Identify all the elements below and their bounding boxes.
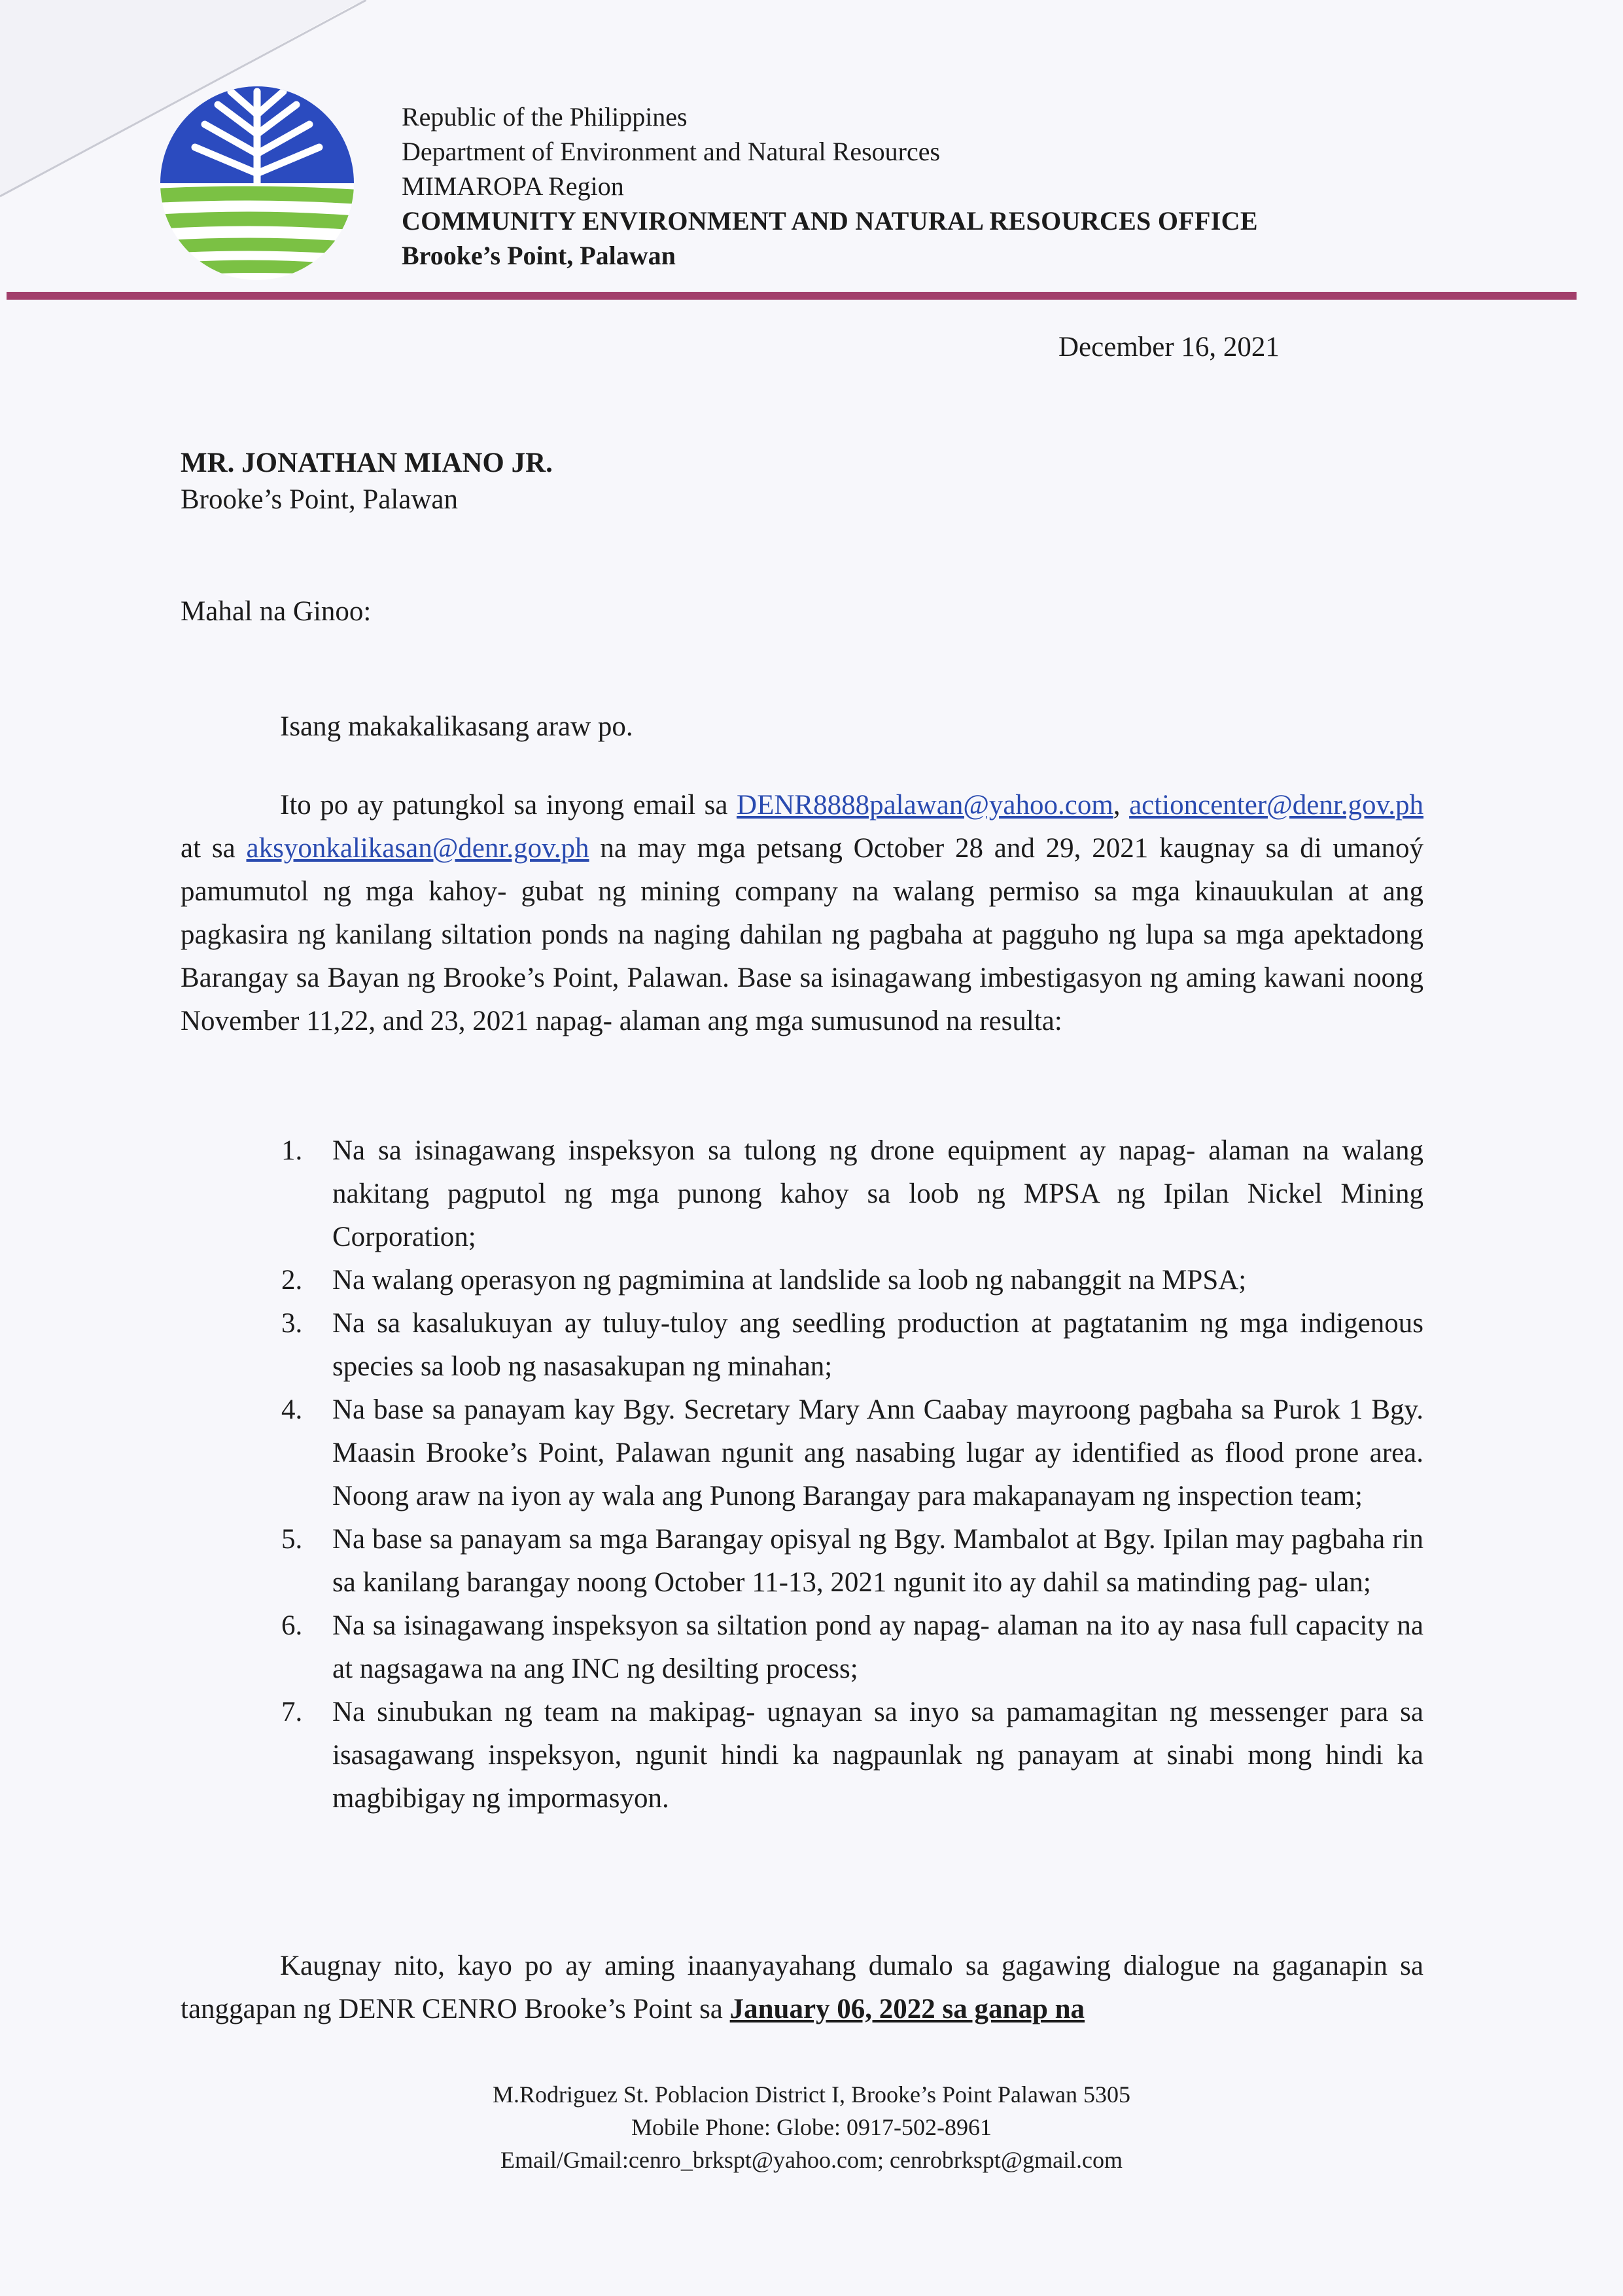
letterhead-divider	[7, 292, 1577, 300]
list-item-text: Na sa kasalukuyan ay tuluy-tuloy ang seedling production at pagtatanim ng mga indigenous species sa loob ng nasasakupan ng minahan;	[332, 1308, 1423, 1382]
list-number: 5.	[281, 1524, 303, 1555]
list-number: 6.	[281, 1610, 303, 1641]
list-item	[281, 1129, 1423, 1259]
letterhead	[402, 99, 1258, 273]
letter-footer	[0, 2078, 1623, 2176]
list-number: 7.	[281, 1697, 303, 1727]
recipient-block	[181, 445, 553, 518]
separator: at sa	[181, 833, 247, 864]
salutation: Mahal na Ginoo:	[181, 596, 372, 627]
denr-logo-icon	[156, 85, 358, 281]
letterhead-department: Department of Environment and Natural Resources	[402, 137, 941, 166]
list-item	[281, 1388, 1423, 1518]
letter-date: December 16, 2021	[1058, 332, 1280, 362]
list-item	[281, 1604, 1423, 1691]
list-number: 1.	[281, 1135, 303, 1166]
footer-email: Email/Gmail:cenro_brkspt@yahoo.com; cenrobrkspt@gmail.com	[500, 2147, 1123, 2173]
body-paragraph-2	[181, 1945, 1423, 2031]
email-link-aksyonkalikasan[interactable]: aksyonkalikasan@denr.gov.ph	[246, 833, 589, 864]
recipient-address: Brooke’s Point, Palawan	[181, 484, 458, 515]
list-number: 2.	[281, 1265, 303, 1296]
footer-phone: Mobile Phone: Globe: 0917-502-8961	[631, 2114, 992, 2140]
list-item-text: Na sinubukan ng team na makipag- ugnayan sa inyo sa pamamagitan ng messenger para sa isasagawang inspeksyon, ngunit hindi ka nagpaunlak ng panayam at sinabi mong hindi ka magbibigay ng impormasyon.	[332, 1697, 1423, 1814]
paragraph-1-rest: na may mga petsang October 28 and 29, 2021 kaugnay sa di umanoý pamumutol ng mga kahoy- gubat ng mining company na walang permiso sa mga kinauukulan at ang pagkasira ng kanilang siltation ponds na naging dahilan ng pagbaha at pagguho ng lupa sa mga apektadong Barangay sa Bayan ng Brooke’s Point, Palawan. Base sa isinagawang imbestigasyon ng aming kawani noong November 11,22, and 23, 2021 napag- alaman ang mga sumusunod na resulta:	[181, 833, 1424, 1036]
paragraph-1-intro: Ito po ay patungkol sa inyong email sa	[280, 790, 737, 821]
findings-list	[281, 1129, 1423, 1820]
list-number: 3.	[281, 1308, 303, 1339]
list-item	[281, 1302, 1423, 1388]
list-item-text: Na walang operasyon ng pagmimina at landslide sa loob ng nabanggit na MPSA;	[332, 1265, 1247, 1296]
greeting: Isang makakalikasang araw po.	[280, 711, 633, 742]
list-item-text: Na sa isinagawang inspeksyon sa tulong ng drone equipment ay napag- alaman na walang nakitang pagputol ng mga punong kahoy sa loob ng MPSA ng Ipilan Nickel Mining Corporation;	[332, 1135, 1423, 1252]
letterhead-region: MIMAROPA Region	[402, 171, 624, 201]
recipient-name: MR. JONATHAN MIANO JR.	[181, 448, 553, 478]
letterhead-location: Brooke’s Point, Palawan	[402, 241, 676, 270]
email-link-denr8888[interactable]: DENR8888palawan@yahoo.com	[737, 790, 1113, 821]
dialogue-date: January 06, 2022 sa ganap na	[729, 1994, 1085, 2024]
letterhead-office: COMMUNITY ENVIRONMENT AND NATURAL RESOURCES OFFICE	[402, 206, 1258, 236]
separator: ,	[1113, 790, 1130, 821]
email-link-actioncenter[interactable]: actioncenter@denr.gov.ph	[1129, 790, 1423, 821]
footer-address: M.Rodriguez St. Poblacion District I, Brooke’s Point Palawan 5305	[493, 2081, 1130, 2108]
list-item-text: Na base sa panayam kay Bgy. Secretary Mary Ann Caabay mayroong pagbaha sa Purok 1 Bgy. Maasin Brooke’s Point, Palawan ngunit ang nasabing lugar ay identified as flood prone area. Noong araw na iyon ay wala ang Punong Barangay para makapanayam ng inspection team;	[332, 1394, 1423, 1511]
list-item-text: Na sa isinagawang inspeksyon sa siltation pond ay napag- alaman na ito ay nasa full capacity na at nagsagawa na ang INC ng desilting process;	[332, 1610, 1423, 1684]
paragraph-2-text: Kaugnay nito, kayo po ay aming inaanyayahang dumalo sa gagawing dialogue na gaganapin sa tanggapan ng DENR CENRO Brooke’s Point sa	[181, 1951, 1423, 2024]
list-number: 4.	[281, 1394, 303, 1425]
body-paragraph-1	[181, 784, 1423, 1043]
list-item	[281, 1691, 1423, 1820]
letterhead-country: Republic of the Philippines	[402, 102, 688, 132]
list-item-text: Na base sa panayam sa mga Barangay opisyal ng Bgy. Mambalot at Bgy. Ipilan may pagbaha rin sa kanilang barangay noong October 11-13, 2021 ngunit ito ay dahil sa matinding pag- ulan;	[332, 1524, 1423, 1598]
list-item	[281, 1518, 1423, 1604]
list-item	[281, 1259, 1423, 1302]
